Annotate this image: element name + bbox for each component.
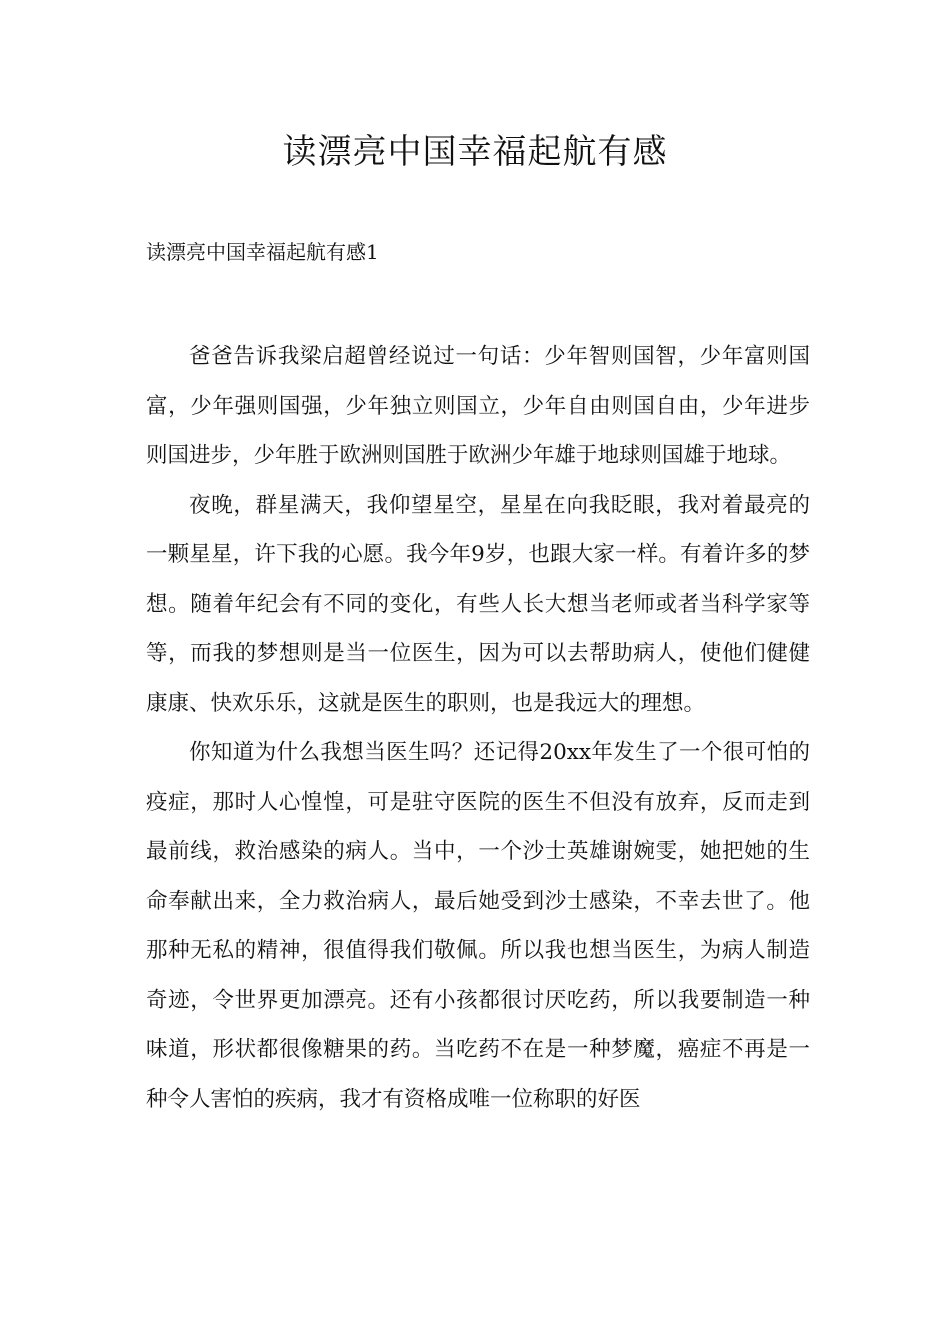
paragraph: 爸爸告诉我梁启超曾经说过一句话：少年智则国智，少年富则国富，少年强则国强，少年独立则国立，少年自由则国自由，少年进步则国进步，少年胜于欧洲则国胜于欧洲少年雄于地球则国雄于地球。: [146, 344, 810, 468]
paragraph: 你知道为什么我想当医生吗？还记得20xx年发生了一个很可怕的疫症，那时人心惶惶，可是驻守医院的医生不但没有放弃，反而走到最前线，救治感染的病人。当中，一个沙士英雄谢婉雯，她把她的生命奉献出来，全力救治病人，最后她受到沙士感染，不幸去世了。他那种无私的精神，很值得我们敬佩。所以我也想当医生，为病人制造奇迹，令世界更加漂亮。还有小孩都很讨厌吃药，所以我要制造一种味道，形状都很像糖果的药。当吃药不在是一种梦魔，癌症不再是一种令人害怕的疾病，我才有资格成唯一位称职的好医: [146, 740, 810, 1112]
paragraph: 夜晚，群星满天，我仰望星空，星星在向我眨眼，我对着最亮的一颗星星，许下我的心愿。我今年9岁，也跟大家一样。有着许多的梦想。随着年纪会有不同的变化，有些人长大想当老师或者当科学家等等，而我的梦想则是当一位医生，因为可以去帮助病人，使他们健健康康、快欢乐乐，这就是医生的职则，也是我远大的理想。: [146, 492, 810, 716]
document-body: [146, 332, 810, 1124]
document-title: 读漂亮中国幸福起航有感: [282, 132, 668, 172]
document-subtitle: 读漂亮中国幸福起航有感1: [146, 240, 379, 264]
